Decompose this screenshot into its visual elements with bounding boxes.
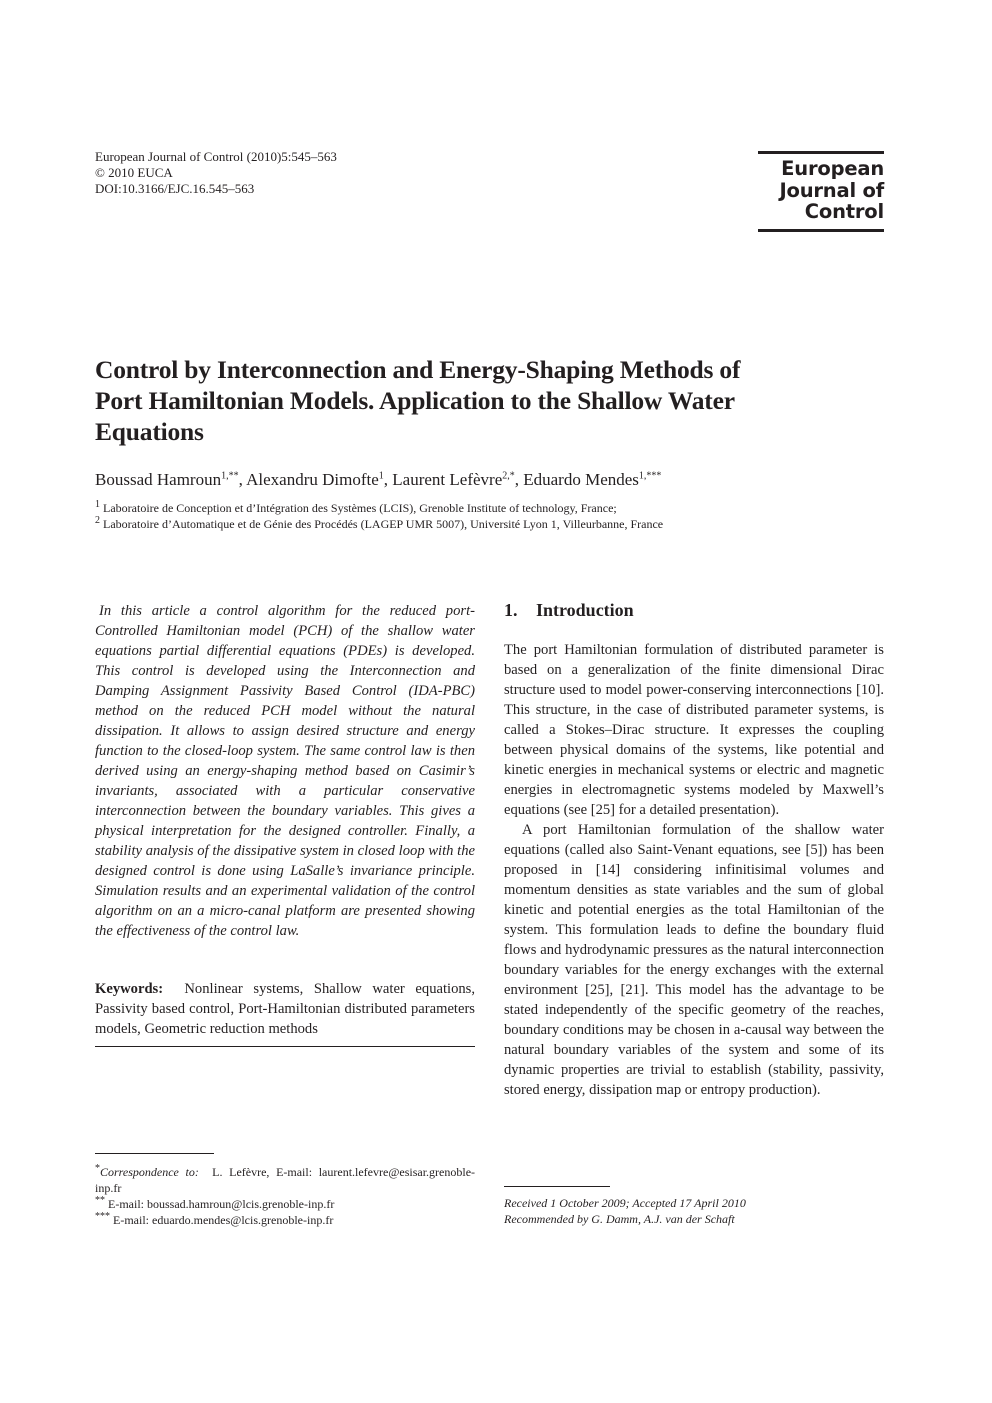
author-list (95, 469, 661, 491)
recommended-by: Recommended by G. Damm, A.J. van der Schaft (504, 1212, 735, 1226)
affiliation-text: Laboratoire d’Automatique et de Génie des Procédés (LAGEP UMR 5007), Université Lyon 1, Villeurbanne, France (103, 517, 664, 531)
footnote-item (95, 1196, 475, 1212)
footnotes (95, 1164, 475, 1228)
footnote-divider (95, 1153, 214, 1154)
copyright-line: © 2010 EUCA (95, 165, 173, 180)
section-heading (504, 598, 884, 622)
section-title: Introduction (536, 600, 634, 620)
abstract-divider (95, 1046, 475, 1047)
abstract: In this article a control algorithm for the reduced port-Controlled Hamiltonian model (PCH) of the shallow water equations partial differential equations (PDEs) is developed. This control is developed using the Interconnection and Damping Assignment Passivity Based Control (IDA-PBC) method on the reduced PCH model without the natural dissipation. It allows to assign desired structure and energy function to the closed-loop system. The same control law is then derived using an energy-shaping method based on Casimir’s invariants, associated with a particular conservative interconnection between the boundary variables. This gives a physical interpretation for the designed controller. Finally, a stability analysis of the dissipative system in closed loop with the designed control is done using LaSalle’s invariance principle. Simulation results and an experimental validation of the control algorithm on an a micro-canal platform are presented showing the effectiveness of the control law. (95, 603, 475, 939)
affiliation-mark: 2 (95, 515, 100, 526)
footnote-mark: *** (95, 1211, 110, 1222)
logo-line-2: Journal of (779, 178, 884, 202)
introduction-body (504, 640, 884, 1100)
author-affiliation-mark: 1,** (221, 470, 239, 482)
keywords-text: Nonlinear systems, Shallow water equations, Passivity based control, Port-Hamiltonian distributed parameters models, Geometric reduction methods (95, 981, 475, 1037)
author-separator: , (383, 470, 393, 489)
author-name: Eduardo Mendes (523, 470, 639, 489)
received-dates: Received 1 October 2009; Accepted 17 April 2010 (504, 1196, 746, 1210)
affiliation-item (95, 500, 663, 516)
author-name: Laurent Lefèvre (392, 470, 503, 489)
logo-line-3: Control (804, 200, 884, 223)
affiliation-mark: 1 (95, 499, 100, 510)
journal-citation: European Journal of Control (2010)5:545–563 (95, 149, 337, 164)
author-name: Boussad Hamroun (95, 470, 222, 489)
doi-line: DOI:10.3166/EJC.16.545–563 (95, 181, 255, 196)
journal-metadata (95, 149, 337, 197)
footnote-label: Correspondence to: (100, 1165, 199, 1179)
keywords-label: Keywords: (95, 981, 164, 997)
footnote-text: E-mail: boussad.hamroun@lcis.grenoble-inp.fr (108, 1197, 335, 1211)
affiliation-item (95, 516, 663, 532)
author-separator: , (514, 470, 524, 489)
journal-logo (758, 151, 884, 232)
affiliations (95, 500, 663, 532)
keywords (95, 979, 475, 1039)
affiliation-text: Laboratoire de Conception et d’Intégration des Systèmes (LCIS), Grenoble Institute of technology, France; (103, 501, 617, 515)
author-name: Alexandru Dimofte (246, 470, 379, 489)
footnote-text: E-mail: eduardo.mendes@lcis.grenoble-inp.fr (113, 1213, 334, 1227)
paper-title: Control by Interconnection and Energy-Shaping Methods of Port Hamiltonian Models. Application to the Shallow Water Equations (95, 355, 741, 446)
footnote-text: L. Lefèvre, E-mail: laurent.lefevre@esisar.grenoble-inp.fr (95, 1165, 476, 1195)
received-divider (504, 1186, 610, 1187)
author-affiliation-mark: 1,*** (638, 470, 662, 482)
body-paragraph: The port Hamiltonian formulation of distributed parameter is based on a generalization of the finite dimensional Dirac structure used to model power-conserving interconnections [10]. This structure, in the case of distributed parameter systems, is called a Stokes–Dirac structure. It expresses the coupling between physical domains of the systems, like potential and kinetic energies in mechanical systems or electric and magnetic energies in electromagnetic systems modeled by Maxwell’s equations (see [25] for a detailed presentation). (504, 642, 884, 818)
author-affiliation-mark: 2,* (502, 470, 515, 482)
footnote-mark: ** (95, 1195, 105, 1206)
received-info (504, 1195, 746, 1227)
footnote-item (95, 1164, 475, 1196)
author-separator: , (238, 470, 247, 489)
section-number: 1. (504, 600, 518, 620)
footnote-item (95, 1212, 475, 1228)
logo-line-1: European (781, 157, 884, 180)
body-paragraph: A port Hamiltonian formulation of the shallow water equations (called also Saint-Venant equations, see [5]) has been proposed in [14] considering infinitisimal volumes and momentum densities as state variables and the sum of global kinetic and potential energies as the total Hamiltonian of the system. This formulation leads to define the boundary fluid flows and hydrodynamic pressures as the natural interconnection boundary variables for the energy exchanges with the external environment [25], [21]. This model has the advantage to be stated independently of the specific geometry of the reaches, boundary conditions may be chosen in a-causal way between the natural boundary variables of the system and some of its dynamic properties are trivial to establish (stability, passivity, stored energy, dissipation map or entropy production). (504, 822, 884, 1098)
author-affiliation-mark: 1 (378, 470, 384, 482)
footnote-mark: * (95, 1163, 100, 1174)
